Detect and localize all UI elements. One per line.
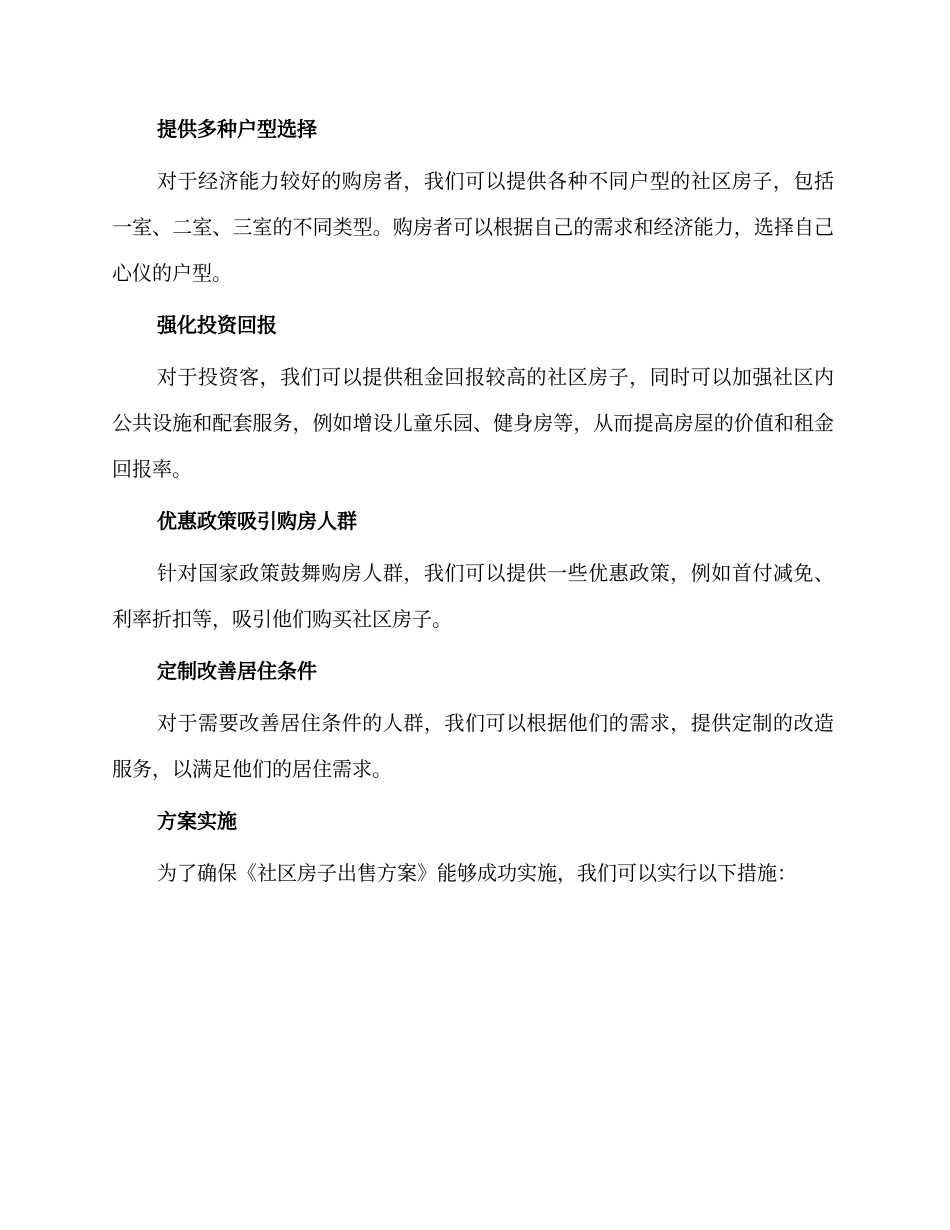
section-body-custom-improvement: 对于需要改善居住条件的人群，我们可以根据他们的需求，提供定制的改造服务，以满足他们的居住需求。 (112, 711, 834, 781)
document-page (112, 112, 834, 908)
section-heading-preferential-policy: 优惠政策吸引购房人群 (157, 509, 357, 533)
section-heading-custom-improvement: 定制改善居住条件 (157, 659, 317, 683)
section-body-layout-options: 对于经济能力较好的购房者，我们可以提供各种不同户型的社区房子，包括一室、二室、三室的不同类型。购房者可以根据自己的需求和经济能力，选择自己心仪的户型。 (112, 169, 834, 285)
section-heading-investment-return: 强化投资回报 (157, 313, 277, 337)
section-heading-implementation: 方案实施 (157, 809, 237, 833)
section-body-preferential-policy: 针对国家政策鼓舞购房人群，我们可以提供一些优惠政策，例如首付减免、利率折扣等，吸引他们购买社区房子。 (112, 561, 834, 631)
section-body-implementation: 为了确保《社区房子出售方案》能够成功实施，我们可以实行以下措施： (157, 861, 797, 885)
section-body-investment-return: 对于投资客，我们可以提供租金回报较高的社区房子，同时可以加强社区内公共设施和配套服务，例如增设儿童乐园、健身房等，从而提高房屋的价值和租金回报率。 (112, 365, 834, 481)
section-heading-layout-options: 提供多种户型选择 (157, 117, 317, 141)
